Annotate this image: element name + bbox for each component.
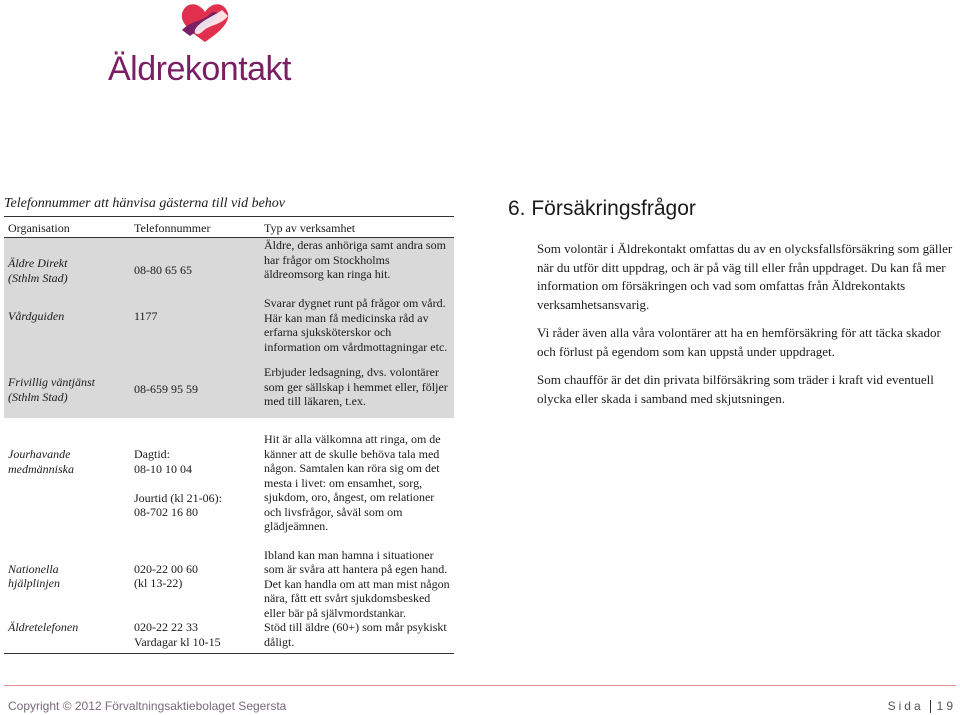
page-indicator (888, 699, 956, 713)
desc-cell: Hit är alla välkomna att ringa, om de känner att de skulle behöva tala med någon. Samtalen kan röra sig om det mesta i livet: om ensamhet, sorg, sjukdom, oro, ångest, om relationer och livsfrågor, såväl som om glädjeämnen. (264, 432, 441, 533)
desc-cell: Stöd till äldre (60+) som mår psykiskt dåligt. (260, 620, 454, 654)
page-number: 19 (936, 699, 956, 713)
table-row (4, 296, 454, 354)
logo (108, 0, 308, 90)
phone-cell: 020-22 22 33 Vardagar kl 10-15 (130, 620, 260, 654)
insurance-paragraph: Vi råder även alla våra volontärer att ha en hemförsäkring för att täcka skador och förlust på egendom som kan uppstå under uppdraget. (537, 325, 941, 359)
phone-list-title: Telefonnummer att hänvisa gästerna till vid behov (4, 196, 454, 217)
table-header-row (4, 221, 454, 238)
org-cell: Nationella hjälplinjen (8, 561, 60, 590)
logo-text: Äldrekontakt (108, 50, 291, 88)
desc-cell: Ibland kan man hamna i situationer som är svåra att hantera på egen hand. Det kan handla om att man mist någon nära, fått ett svårt sjukdomsbesked eller bär på självmordstankar. (264, 547, 450, 620)
page-separator (930, 700, 931, 713)
page-label: Sida (887, 699, 924, 713)
desc-cell: Äldre, deras anhöriga samt andra som har frågor om Stockholms äldreomsorg kan ringa hit. (260, 238, 454, 286)
header-phone: Telefonnummer (130, 221, 260, 238)
org-cell: Frivillig väntjänst (Sthlm Stad) (4, 365, 130, 418)
desc-cell: Erbjuder ledsagning, dvs. volontärer som ger sällskap i hemmet eller, följer med till läkaren, t.ex. (260, 365, 454, 418)
phone-cell: 1177 (130, 296, 260, 354)
insurance-paragraph: Som volontär i Äldrekontakt omfattas du av en olycksfallsförsäkring som gäller när du utför ditt uppdrag, och är på väg till eller från uppdraget. Du kan få mer information om försäkringen och vad som omfattas från Äldrekontakts verksamhetsansvarig. (537, 241, 953, 312)
table-row (4, 238, 454, 286)
table-row (4, 548, 454, 621)
table-row (4, 365, 454, 418)
org-cell: Vårdguiden (4, 296, 130, 354)
phone-cell: 020-22 00 60 (kl 13-22) (134, 561, 198, 590)
phone-cell: 08-80 65 65 (130, 238, 260, 286)
phone-cell: Dagtid: 08-10 10 04 Jourtid (kl 21-06): 08-702 16 80 (134, 447, 222, 519)
table-row (4, 620, 454, 654)
org-cell: Äldretelefonen (4, 620, 130, 654)
phone-table (4, 221, 454, 654)
phone-cell: 08-659 95 59 (130, 365, 260, 418)
section-heading: 6. Försäkringsfrågor (508, 197, 696, 220)
header-organisation: Organisation (4, 221, 130, 238)
footer-divider (4, 685, 956, 686)
heart-hands-icon (176, 0, 234, 46)
org-cell: Jourhavande medmänniska (8, 447, 74, 476)
header-type: Typ av verksamhet (260, 221, 454, 238)
insurance-paragraph: Som chaufför är det din privata bilförsäkring som träder i kraft vid eventuell olycka eller skada i samband med skjutsningen. (537, 372, 934, 406)
table-row (4, 432, 454, 534)
org-cell: Äldre Direkt (Sthlm Stad) (4, 238, 130, 286)
footer-copyright: Copyright © 2012 Förvaltningsaktiebolaget Segersta (8, 699, 287, 713)
desc-cell: Svarar dygnet runt på frågor om vård. Här kan man få medicinska råd av erfarna sjuksköterskor och information om vårdmottagningar etc. (260, 296, 454, 354)
